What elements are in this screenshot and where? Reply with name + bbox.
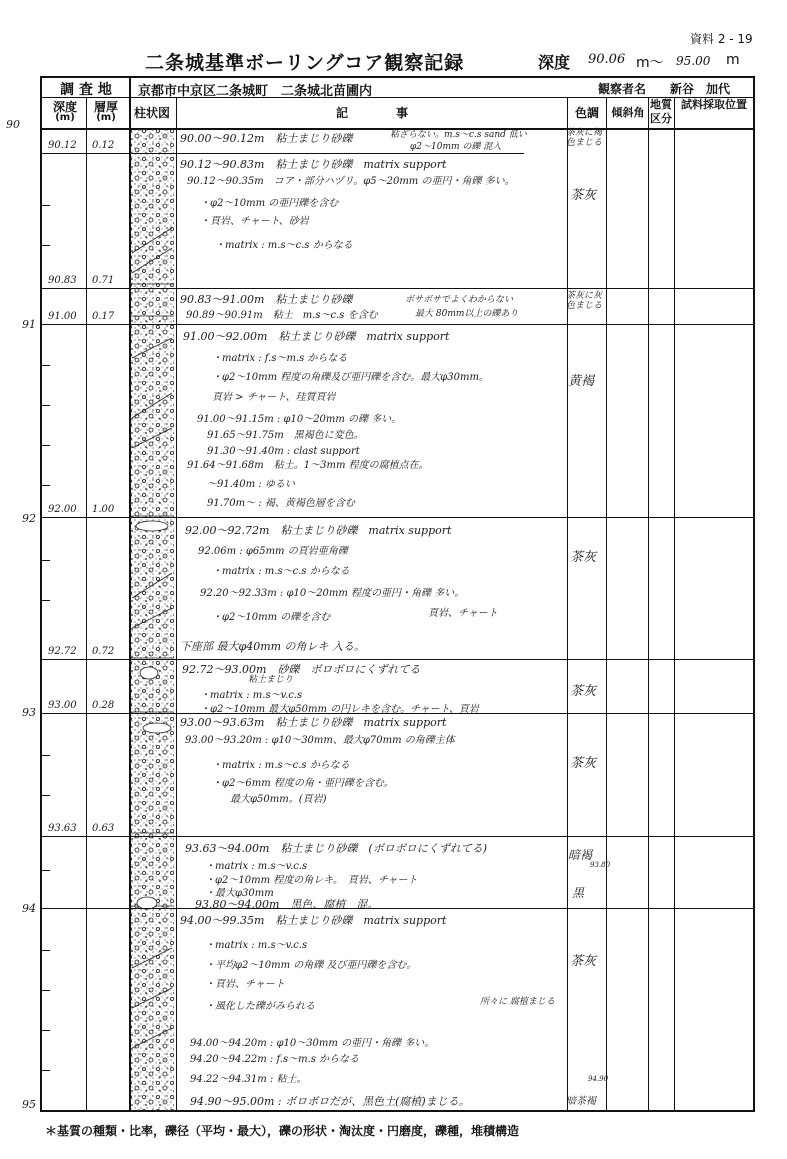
layer-boundary: [42, 908, 754, 909]
note-text: 91.00〜92.00m 粘土まじり砂礫 matrix support: [183, 330, 450, 343]
note-text: 94.00〜94.20m : φ10〜30mm の亜円・角礫 多い。: [190, 1038, 435, 1049]
scale-mark-93: 93: [22, 706, 36, 719]
note-text: ・φ2〜10mm 程度の角礫及び亜円礫を含む。最大φ30mm。: [212, 372, 489, 383]
note-text: 粘ざらない。m.s〜c.s sand 低い: [390, 130, 527, 140]
layer-depth: 90.83: [48, 275, 77, 286]
core-column-diagram: [127, 128, 177, 1112]
note-text: 90.12〜90.35m コア・部分ハヅリ。φ5〜20mm の亜円・角礫 多い。: [187, 176, 515, 187]
note-text: 94.90〜95.00m : ボロボロだが、黒色土(腐植)まじる。: [190, 1095, 470, 1108]
color-tone: 茶灰: [570, 188, 597, 203]
scale-mark-91: 91: [22, 318, 36, 331]
survey-site-label: 調 査 地: [60, 82, 112, 98]
col-description: 記 事: [335, 106, 408, 120]
layer-boundary: [42, 659, 754, 660]
note-text: 下座部 最大φ40mm の角レキ 入る。: [180, 640, 366, 653]
col-color: 色調: [574, 106, 599, 120]
layer-thickness: 0.28: [92, 700, 115, 711]
note-text: 粘土まじり: [248, 675, 294, 685]
color-depth-note: 93.80: [590, 861, 611, 869]
note-text: ・matrix : m.s〜v.c.s: [205, 861, 308, 872]
layer-depth: 90.12: [48, 140, 77, 151]
note-text: 頁岩 > チャート、珪質頁岩: [212, 392, 336, 403]
note-text: 90.89〜90.91m 粘土 m.s〜c.s を含む: [186, 310, 378, 321]
col-depth: 深度: [52, 100, 77, 114]
color-tone: 暗茶褐: [566, 1096, 596, 1107]
layer-thickness: 0.12: [92, 140, 115, 151]
note-text: 91.30〜91.40m : clast support: [207, 446, 360, 457]
depth-range-unit: m〜: [636, 55, 664, 71]
note-text: ・φ2〜6mm 程度の角・亜円礫を含む。: [212, 778, 394, 789]
note-text: 93.80〜94.00m 黒色、腐植 混。: [195, 898, 379, 911]
layer-boundary: [42, 153, 524, 154]
layer-thickness: 0.71: [92, 275, 115, 286]
color-tone: 暗褐: [568, 848, 593, 862]
note-text: 93.63〜94.00m 粘土まじり砂礫 (ボロボロにくずれてる): [185, 842, 487, 855]
layer-thickness: 1.00: [92, 504, 115, 515]
color-tone: 黄褐: [568, 374, 595, 389]
color-tone: 茶灰: [570, 756, 597, 771]
layer-boundary: [42, 324, 754, 325]
depth-range-from: 90.06: [588, 52, 626, 67]
observer-value: 新谷 加代: [670, 82, 731, 96]
layer-thickness: 0.17: [92, 311, 115, 322]
note-text: ・matrix : m.s〜c.s からなる: [215, 240, 353, 251]
layer-depth: 93.00: [48, 700, 77, 711]
note-text: ・matrix : m.s〜v.c.s: [200, 690, 303, 701]
survey-site-value: 京都市中京区二条城町 二条城北苗圃内: [138, 84, 373, 99]
color-tone: 茶灰: [570, 550, 597, 565]
col-depth-unit: (m): [55, 112, 75, 123]
color-tone: 茶灰に褐色まじる: [566, 128, 603, 148]
scale-mark-90: 90: [6, 118, 20, 131]
note-text: ボサボサでよくわからない: [405, 295, 514, 305]
note-text: 90.00〜90.12m 粘土まじり砂礫: [180, 132, 353, 145]
col-geology: 地質区分: [650, 98, 672, 125]
note-text: ・平均φ2〜10mm の角礫 及び亜円礫を含む。: [205, 960, 417, 971]
note-text: 94.20〜94.22m : f.s〜m.s からなる: [190, 1054, 360, 1065]
layer-thickness: 0.72: [92, 646, 115, 657]
color-tone: 茶灰: [570, 954, 597, 969]
note-text: ・頁岩、チャート、砂岩: [200, 216, 309, 227]
color-depth-note: 94.90: [588, 1075, 609, 1083]
note-text: 93.00〜93.20m : φ10〜30mm、最大φ70mm の角礫主体: [185, 735, 455, 746]
depth-range-to: 95.00: [676, 54, 711, 68]
note-text: 93.00〜93.63m 粘土まじり砂礫 matrix support: [180, 716, 447, 729]
page-title: 二条城基準ボーリングコア観察記録: [145, 48, 464, 78]
note-text: 最大 80mm以上の礫あり: [415, 309, 519, 319]
note-text: 92.20〜92.33m : φ10〜20mm 程度の亜円・角礫 多い。: [200, 588, 465, 599]
scale-mark-92: 92: [22, 512, 36, 525]
note-text: 頁岩、チャート: [428, 608, 498, 619]
color-tone: 茶灰: [570, 684, 597, 699]
col-thickness: 層厚: [93, 100, 118, 114]
note-text: ・頁岩、チャート: [205, 979, 285, 990]
scale-mark-94: 94: [22, 902, 36, 915]
col-thickness-unit: (m): [96, 112, 116, 123]
note-text: 91.70m〜 : 褐、黄褐色層を含む: [207, 498, 355, 509]
col-dip: 傾斜角: [611, 106, 645, 119]
document-reference: 資料 2 - 19: [690, 32, 753, 46]
layer-boundary: [42, 288, 754, 289]
observer-label: 観察者名: [598, 82, 647, 96]
note-text: 94.00〜99.35m 粘土まじり砂礫 matrix support: [180, 914, 447, 927]
note-text: 91.64〜91.68m 粘土。1〜3mm 程度の腐植点在。: [187, 460, 429, 471]
layer-depth: 92.00: [48, 504, 77, 515]
note-text: 92.00〜92.72m 粘土まじり砂礫 matrix support: [185, 524, 452, 537]
note-text: 90.83〜91.00m 粘土まじり砂礫: [180, 293, 353, 306]
layer-boundary: [42, 836, 754, 837]
scale-mark-95: 95: [22, 1098, 36, 1111]
color-tone: 黒: [572, 886, 585, 900]
depth-range-label: 深度: [538, 53, 571, 72]
note-text: 92.72〜93.00m 砂礫 ボロボロにくずれてる: [182, 663, 421, 676]
note-text: 92.06m : φ65mm の頁岩亜角礫: [198, 546, 348, 557]
note-text: ・matrix : m.s〜v.c.s: [205, 940, 308, 951]
layer-depth: 92.72: [48, 646, 77, 657]
note-text: ・φ2〜10mm の亜円礫を含む: [200, 198, 339, 209]
layer-boundary: [42, 517, 754, 518]
note-text: 94.22〜94.31m : 粘土。: [190, 1074, 307, 1085]
note-text: 所々に 腐植まじる: [480, 997, 555, 1007]
note-text: φ2〜10mm の礫 混入: [410, 142, 502, 152]
note-text: ・最大φ30mm: [205, 888, 274, 899]
note-text: 最大φ50mm。(頁岩): [230, 794, 327, 805]
note-text: 90.12〜90.83m 粘土まじり砂礫 matrix support: [180, 158, 447, 171]
depth-range-unit-end: m: [726, 52, 740, 68]
layer-thickness: 0.63: [92, 823, 115, 834]
note-text: 91.00〜91.15m : φ10〜20mm の礫 多い。: [197, 414, 402, 425]
note-text: ・matrix : f.s〜m.s からなる: [212, 353, 348, 364]
layer-depth: 91.00: [48, 311, 77, 322]
footer-note: ＊基質の種類・比率，礫径（平均・最大），礫の形状・淘汰度・円磨度，礫種，堆積構造: [45, 1124, 520, 1138]
note-text: ・matrix : m.s〜c.s からなる: [212, 566, 350, 577]
note-text: ・φ2〜10mm の礫を含む: [212, 612, 331, 623]
note-text: ・風化した礫がみられる: [205, 1001, 315, 1012]
layer-depth: 93.63: [48, 823, 77, 834]
col-sample: 試料採取位置: [681, 98, 747, 111]
col-column-diagram: 柱状図: [133, 106, 170, 120]
note-text: ・φ2〜10mm 最大φ50mm の円レキを含む。チャート、頁岩: [200, 704, 479, 715]
note-text: 〜91.40m : ゆるい: [207, 479, 295, 490]
color-tone: 茶灰に灰色まじる: [566, 291, 603, 311]
note-text: 91.65〜91.75m 黒褐色に変色。: [207, 430, 364, 441]
note-text: ・φ2〜10mm 程度の角レキ。 頁岩、チャート: [205, 875, 418, 886]
note-text: ・matrix : m.s〜c.s からなる: [212, 760, 350, 771]
